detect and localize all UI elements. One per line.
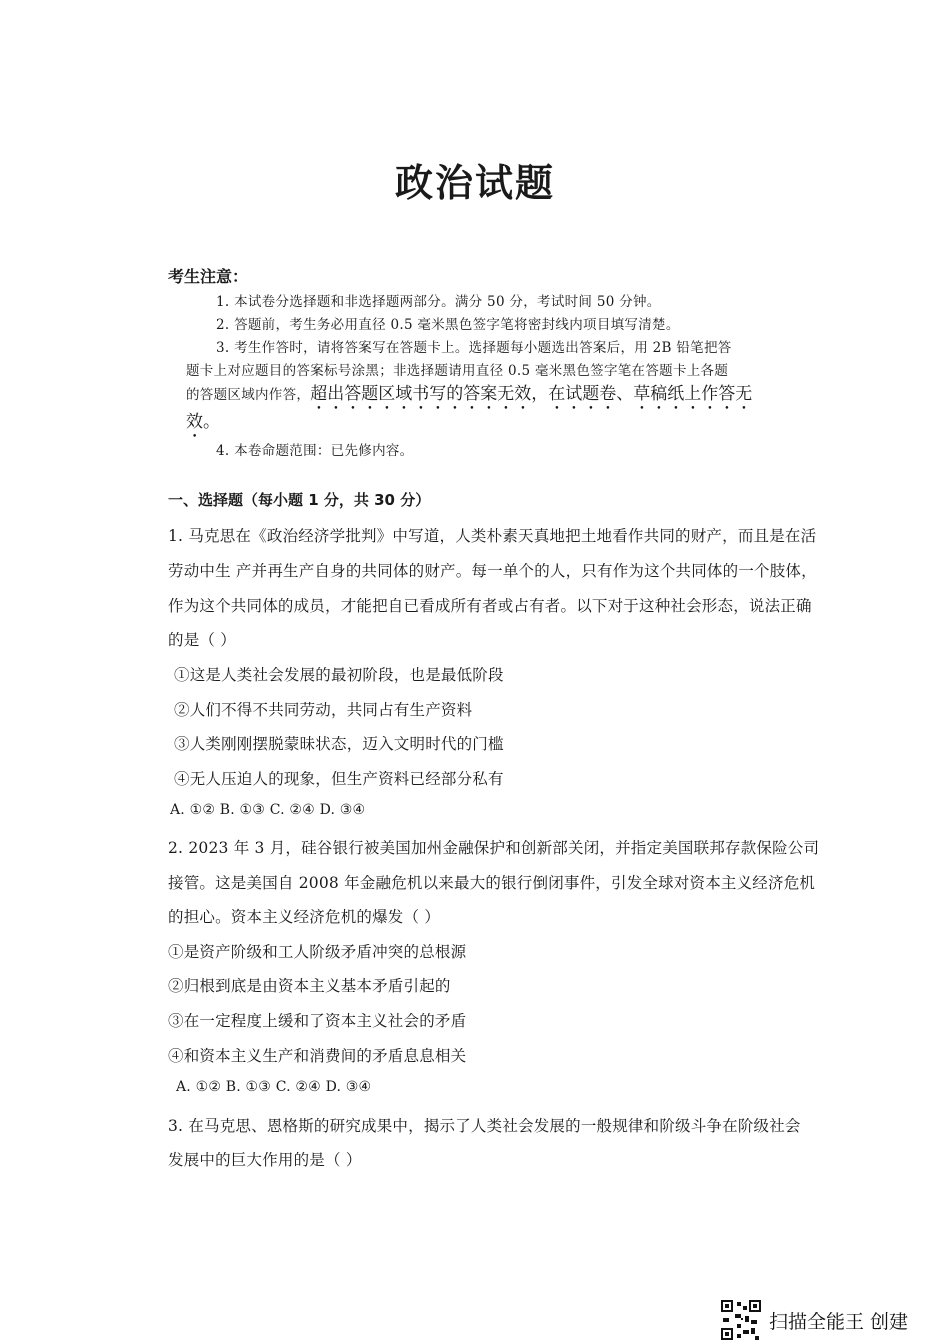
page-title: 政治试题: [394, 161, 555, 205]
q2-option-1: ①是资产阶级和工人阶级矛盾冲突的总根源: [168, 943, 467, 961]
q2-option-4: ④和资本主义生产和消费间的矛盾息息相关: [168, 1047, 467, 1065]
q1-stem-line-3: 作为这个共同体的成员，才能把自已看成所有者或占有者。以下对于这种社会形态，说法正确: [168, 597, 812, 615]
notice-item-3-line-3: [186, 379, 752, 414]
q2-stem-line-3: 的担心。资本主义经济危机的爆发（ ）: [168, 908, 441, 926]
notice-item-3-line-1: 3. 考生作答时，请将答案写在答题卡上。选择题每小题选出答案后，用 2B 铅笔把答: [216, 340, 732, 356]
scanner-watermark-text: 扫描全能王 创建: [768, 1310, 908, 1333]
notice-item-3-emphasis: 超出答题区域书写的答案无效，在试题卷、草稿纸上作答无: [310, 384, 753, 404]
q2-option-3: ③在一定程度上缓和了资本主义社会的矛盾: [168, 1012, 467, 1030]
scanner-watermark: [721, 1300, 908, 1340]
section-heading: 一、选择题（每小题 1 分，共 30 分）: [168, 491, 431, 509]
q1-choices: A. ①② B. ①③ C. ②④ D. ③④: [170, 802, 366, 818]
q2-stem-line-2: 接管。这是美国自 2008 年金融危机以来最大的银行倒闭事件，引发全球对资本主义经济危机: [168, 874, 816, 892]
q1-stem-line-2: 劳动中生 产并再生产自身的共同体的财产。每一单个的人，只有作为这个共同体的一个肢体，: [168, 562, 817, 580]
q1-option-1: ①这是人类社会发展的最初阶段，也是最低阶段: [174, 666, 504, 684]
q1-stem-line-1: 1. 马克思在《政治经济学批判》中写道，人类朴素天真地把土地看作共同的财产，而且是在活: [168, 527, 817, 545]
q2-stem-line-1: 2. 2023 年 3 月，硅谷银行被美国加州金融保护和创新部关闭，并指定美国联邦存款保险公司: [168, 839, 820, 857]
qr-code-icon: [721, 1300, 761, 1340]
q1-option-4: ④无人压迫人的现象，但生产资料已经部分私有: [174, 770, 504, 788]
notice-item-1: 1. 本试卷分选择题和非选择题两部分。满分 50 分，考试时间 50 分钟。: [216, 294, 661, 310]
notice-item-3-line-2: 题卡上对应题目的答案标号涂黑；非选择题请用直径 0.5 毫米黑色签字笔在答题卡上各题: [186, 363, 729, 379]
notice-item-2: 2. 答题前，考生务必用直径 0.5 毫米黑色签字笔将密封线内项目填写清楚。: [216, 317, 680, 333]
q1-option-2: ②人们不得不共同劳动，共同占有生产资料: [174, 701, 473, 719]
notice-item-3-line-3-prefix: 的答题区域内作答，: [186, 387, 311, 403]
q1-option-3: ③人类刚刚摆脱蒙昧状态，迈入文明时代的门槛: [174, 735, 504, 753]
q3-stem-line-2: 发展中的巨大作用的是（ ）: [168, 1151, 362, 1169]
notice-heading: 考生注意：: [168, 267, 249, 286]
q1-stem-line-4: 的是（ ）: [168, 631, 236, 649]
notice-item-4: 4. 本卷命题范围：已先修内容。: [216, 443, 414, 459]
q3-stem-line-1: 3. 在马克思、恩格斯的研究成果中，揭示了人类社会发展的一般规律和阶级斗争在阶级社会: [168, 1117, 801, 1135]
q2-option-2: ②归根到底是由资本主义基本矛盾引起的: [168, 977, 451, 995]
q2-choices: A. ①② B. ①③ C. ②④ D. ③④: [176, 1079, 372, 1095]
notice-item-3-line-4: 效。: [186, 412, 220, 432]
